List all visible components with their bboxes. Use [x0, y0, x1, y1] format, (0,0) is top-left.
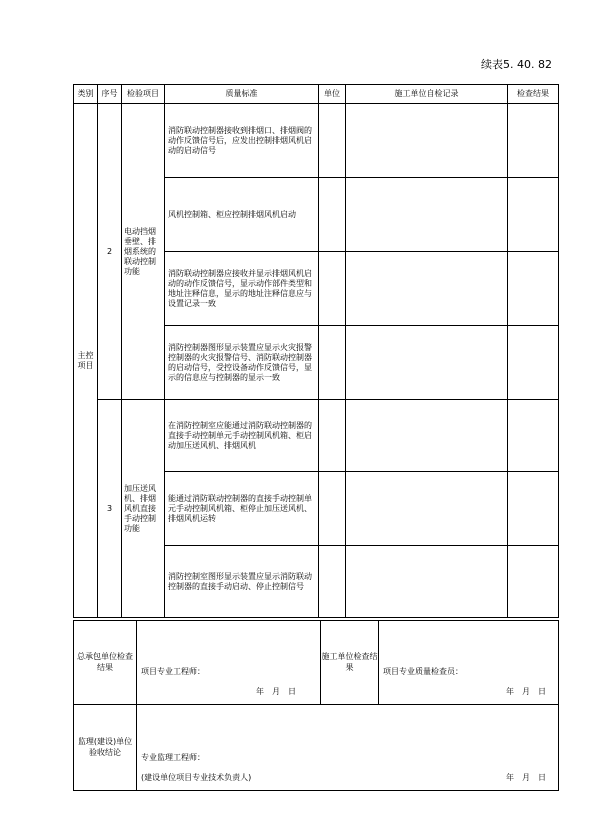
- engineer-date: 年 月 日: [256, 687, 296, 696]
- table-row: [74, 104, 559, 178]
- standard-cell: 消防控制室图形显示装置应显示消防联动控制器的直接手动启动、停止控制信号: [165, 546, 319, 618]
- signoff-row-supervision: [74, 705, 559, 791]
- unit-cell[interactable]: [319, 472, 346, 546]
- seq-cell: 2: [98, 104, 122, 400]
- category-cell: [74, 104, 98, 618]
- standard-cell: 消防联动控制器应接收并显示排烟风机启动的动作反馈信号，显示动作部件类型和地址注释信息，显示的地址注释信息应与设置记录一致: [165, 252, 319, 326]
- continuation-label: 续表5. 40. 82: [481, 58, 552, 71]
- col-item: 检验项目: [122, 85, 165, 104]
- inspector-label: 项目专业质量检查员：: [383, 667, 463, 676]
- self-check-cell[interactable]: [346, 472, 508, 546]
- col-self-check: 施工单位自检记录: [346, 85, 508, 104]
- inspection-table: [73, 84, 559, 618]
- category-label: 主控项目: [77, 350, 94, 370]
- col-standard: 质量标准: [165, 85, 319, 104]
- result-cell[interactable]: [508, 546, 559, 618]
- result-cell[interactable]: [508, 104, 559, 178]
- supervision-sign-cell[interactable]: [137, 705, 559, 791]
- self-check-cell[interactable]: [346, 546, 508, 618]
- standard-cell: 在消防控制室应能通过消防联动控制器的直接手动控制单元手动控制风机箱、柜启动加压送风机、排烟风机: [165, 400, 319, 472]
- unit-cell[interactable]: [319, 252, 346, 326]
- engineer-label: 项目专业工程师：: [141, 667, 205, 676]
- col-unit: 单位: [319, 85, 346, 104]
- col-result: 检查结果: [508, 85, 559, 104]
- signoff-row-construction: [74, 621, 559, 705]
- supervision-date: 年 月 日: [506, 773, 546, 782]
- table-row: [74, 400, 559, 472]
- unit-cell[interactable]: [319, 178, 346, 252]
- self-check-cell[interactable]: [346, 104, 508, 178]
- col-seq: 序号: [98, 85, 122, 104]
- unit-cell[interactable]: [319, 400, 346, 472]
- col-category: 类别: [74, 85, 98, 104]
- supervisor-label: 专业监理工程师：: [141, 753, 205, 762]
- supervision-label: 监理(建设)单位验收结论: [74, 705, 137, 791]
- result-cell[interactable]: [508, 252, 559, 326]
- construction-unit-sign-cell[interactable]: [379, 621, 559, 705]
- result-cell[interactable]: [508, 178, 559, 252]
- standard-cell: 消防控制器图形显示装置应显示火灾报警控制器的火灾报警信号、消防联动控制器的启动信号，受控设备动作反馈信号，显示的信息应与控制器的显示一致: [165, 326, 319, 400]
- general-contractor-sign-cell[interactable]: [137, 621, 321, 705]
- self-check-cell[interactable]: [346, 252, 508, 326]
- item-cell: 电动挡烟垂壁、排烟系统的联动控制功能: [122, 104, 165, 400]
- construction-unit-label: 施工单位检查结果: [321, 621, 379, 705]
- self-check-cell[interactable]: [346, 326, 508, 400]
- result-cell[interactable]: [508, 326, 559, 400]
- standard-cell: 风机控制箱、柜应控制排烟风机启动: [165, 178, 319, 252]
- seq-cell: 3: [98, 400, 122, 618]
- unit-cell[interactable]: [319, 546, 346, 618]
- inspector-date: 年 月 日: [506, 687, 546, 696]
- unit-cell[interactable]: [319, 326, 346, 400]
- item-cell: 加压送风机、排烟风机直接手动控制功能: [122, 400, 165, 618]
- self-check-cell[interactable]: [346, 400, 508, 472]
- general-contractor-label: 总承包单位检查结果: [74, 621, 137, 705]
- result-cell[interactable]: [508, 400, 559, 472]
- owner-label: (建设单位项目专业技术负责人): [141, 773, 252, 782]
- standard-cell: 消防联动控制器接收到排烟口、排烟阀的动作反馈信号后，应发出控制排烟风机启动的启动信号: [165, 104, 319, 178]
- signoff-table: [73, 620, 559, 791]
- self-check-cell[interactable]: [346, 178, 508, 252]
- result-cell[interactable]: [508, 472, 559, 546]
- standard-cell: 能通过消防联动控制器的直接手动控制单元手动控制风机箱、柜停止加压送风机、排烟风机运转: [165, 472, 319, 546]
- unit-cell[interactable]: [319, 104, 346, 178]
- table-header-row: [74, 85, 559, 104]
